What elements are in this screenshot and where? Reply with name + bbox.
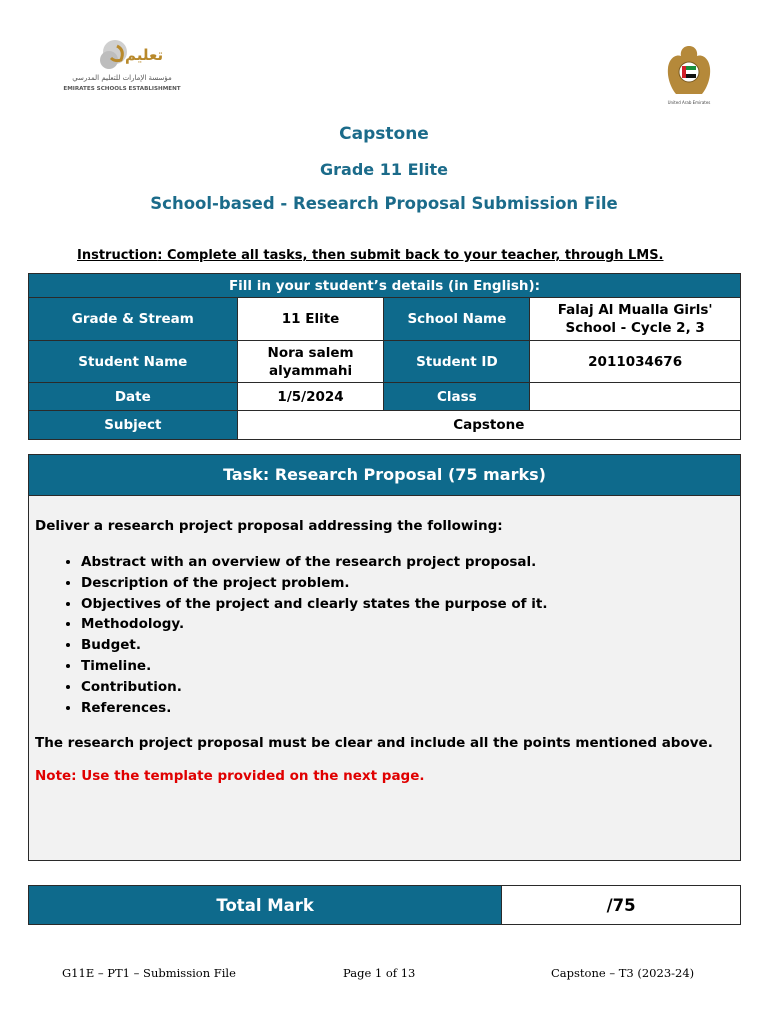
school-name-line-1: Falaj Al Mualla Girls' bbox=[557, 302, 713, 318]
svg-text:United Arab Emirates: United Arab Emirates bbox=[667, 100, 711, 105]
task-body bbox=[29, 496, 740, 787]
task-box bbox=[28, 454, 741, 861]
uae-falcon-emblem-icon bbox=[664, 42, 714, 108]
task-closing: The research project proposal must be clear and include all the points mentioned above. bbox=[35, 735, 713, 752]
date-value: 1/5/2024 bbox=[237, 383, 384, 411]
class-label: Class bbox=[384, 383, 530, 411]
school-name-value bbox=[530, 298, 741, 341]
details-heading: Fill in your student’s details (in English): bbox=[29, 274, 741, 298]
student-name-line-1: Nora salem bbox=[267, 344, 354, 361]
student-id-value: 2011034676 bbox=[530, 341, 741, 383]
course-title: Capstone bbox=[339, 124, 429, 144]
footer-right: Capstone – T3 (2023-24) bbox=[551, 966, 695, 980]
school-name-line-2: School - Cycle 2, 3 bbox=[565, 320, 705, 336]
instruction-line bbox=[77, 248, 664, 263]
svg-text:EMIRATES SCHOOLS ESTABLISHMENT: EMIRATES SCHOOLS ESTABLISHMENT bbox=[63, 86, 181, 92]
svg-text:مؤسسة الإمارات للتعليم المدرسي: مؤسسة الإمارات للتعليم المدرسي bbox=[72, 74, 172, 82]
list-item: • Budget. bbox=[81, 635, 734, 656]
details-row bbox=[29, 411, 741, 440]
emirates-schools-logo bbox=[55, 38, 190, 108]
school-name-label: School Name bbox=[384, 298, 530, 341]
list-item: • Contribution. bbox=[81, 677, 734, 698]
subject-label: Subject bbox=[29, 411, 238, 440]
list-item: • Description of the project problem. bbox=[81, 573, 734, 594]
subject-value: Capstone bbox=[237, 411, 740, 440]
student-name-label: Student Name bbox=[29, 341, 238, 383]
svg-text:تعليم: تعليم bbox=[125, 46, 164, 64]
footer-page-number: Page 1 of 13 bbox=[343, 966, 416, 980]
task-requirements-list bbox=[35, 552, 734, 718]
footer-left: G11E – PT1 – Submission File bbox=[62, 966, 236, 980]
list-item: • Methodology. bbox=[81, 614, 734, 635]
task-heading: Task: Research Proposal (75 marks) bbox=[29, 455, 740, 496]
instruction-label: Instruction bbox=[77, 248, 158, 263]
uae-emblem-logo bbox=[664, 42, 714, 108]
total-mark-row bbox=[29, 886, 741, 925]
list-item: • Objectives of the project and clearly states the purpose of it. bbox=[81, 594, 734, 615]
student-name-value bbox=[237, 341, 384, 383]
task-intro: Deliver a research project proposal addressing the following: bbox=[35, 518, 503, 534]
grade-stream-value: 11 Elite bbox=[237, 298, 384, 341]
emirates-schools-emblem-icon bbox=[55, 38, 190, 108]
document-title: School-based - Research Proposal Submission File bbox=[150, 194, 618, 213]
total-mark-table bbox=[28, 885, 741, 925]
list-item: • Timeline. bbox=[81, 656, 734, 677]
date-label: Date bbox=[29, 383, 238, 411]
details-row bbox=[29, 383, 741, 411]
list-item: • References. bbox=[81, 698, 734, 719]
details-row bbox=[29, 341, 741, 383]
total-mark-label: Total Mark bbox=[29, 886, 502, 925]
total-mark-value: /75 bbox=[502, 886, 741, 925]
student-details-table bbox=[28, 273, 741, 440]
list-item: • Abstract with an overview of the research project proposal. bbox=[81, 552, 734, 573]
details-row bbox=[29, 298, 741, 341]
student-id-label: Student ID bbox=[384, 341, 530, 383]
task-note: Note: Use the template provided on the next page. bbox=[35, 768, 425, 785]
grade-stream-label: Grade & Stream bbox=[29, 298, 238, 341]
student-name-line-2: alyammahi bbox=[268, 362, 353, 379]
details-heading-row bbox=[29, 274, 741, 298]
grade-title: Grade 11 Elite bbox=[320, 160, 448, 179]
class-value bbox=[530, 383, 741, 411]
instruction-text: : Complete all tasks, then submit back to your teacher, through LMS. bbox=[157, 248, 664, 263]
